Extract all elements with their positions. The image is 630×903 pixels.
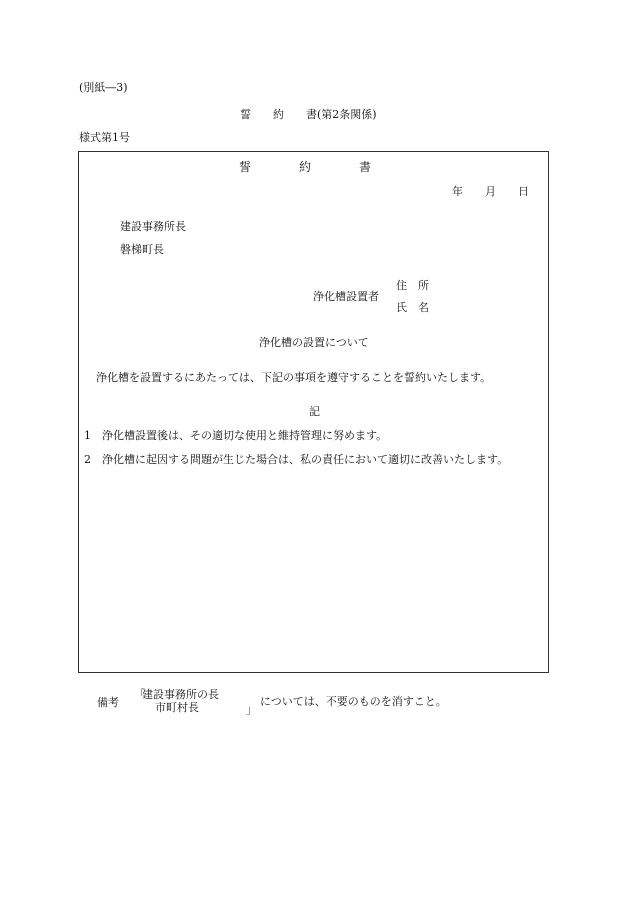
document-title: 誓 約 書(第2条関係) (240, 108, 377, 121)
date-label: 年 月 日 (452, 185, 529, 198)
item-1-number: 1 (84, 429, 91, 442)
annex-label: (別紙―3) (79, 81, 128, 94)
remarks-option-municipal-head: 市町村長 (155, 701, 199, 714)
remarks-option-construction-office: 建設事務所の長 (142, 688, 219, 701)
recipient-construction-office-chief: 建設事務所長 (120, 220, 186, 233)
form-title: 誓 約 書 (239, 160, 372, 174)
remarks-text: については、不要のものを消すこと。 (260, 695, 447, 708)
open-bracket: 「 (134, 688, 145, 701)
installer-label: 浄化槽設置者 (313, 290, 379, 303)
recipient-bandai-mayor: 磐梯町長 (120, 243, 164, 256)
name-label: 氏 名 (396, 301, 429, 314)
address-label: 住 所 (396, 279, 429, 292)
item-1-text: 浄化槽設置後は、その適切な使用と維持管理に努めます。 (102, 429, 388, 442)
item-2-number: 2 (84, 453, 91, 466)
remarks-label: 備考 (97, 696, 119, 709)
pledge-statement: 浄化槽を設置するにあたっては、下記の事項を遵守することを誓約いたします。 (96, 371, 492, 384)
ki-heading: 記 (309, 405, 320, 418)
close-bracket: 」 (246, 703, 257, 716)
item-2-text: 浄化槽に起因する問題が生じた場合は、私の責任において適切に改善いたします。 (102, 453, 509, 466)
form-number: 様式第1号 (79, 131, 130, 144)
subject-line: 浄化槽の設置について (259, 336, 369, 349)
